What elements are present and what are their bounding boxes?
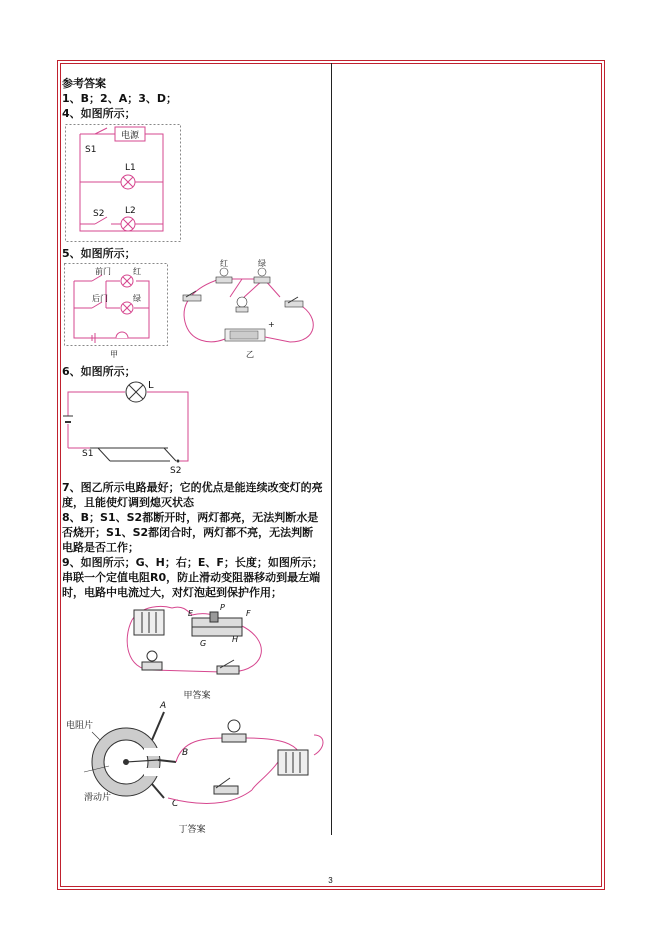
svg-text:L2: L2 bbox=[125, 206, 136, 216]
q4-circuit-diagram bbox=[65, 124, 181, 242]
lamp-icon bbox=[222, 720, 246, 742]
q5-circuit-yi bbox=[180, 257, 320, 361]
power-label: 电源 bbox=[120, 131, 140, 141]
column-divider bbox=[331, 63, 332, 835]
lamp-l-icon bbox=[126, 382, 146, 402]
lamp-l1-icon bbox=[121, 175, 135, 189]
svg-text:H: H bbox=[232, 635, 239, 644]
q5-circuit-jia bbox=[64, 263, 170, 359]
answer-5-text: 5、如图所示； bbox=[62, 247, 136, 260]
answer-9-text: 9、如图所示；G、H；右；E、F；长度；如图所示；串联一个定值电阻R0，防止滑动变阻器移动到最左端时，电路中电流过大，对灯泡起到保护作用； bbox=[62, 556, 323, 599]
lamp-red-icon bbox=[216, 268, 232, 283]
svg-text:绿: 绿 bbox=[258, 259, 266, 268]
bell-icon bbox=[236, 297, 248, 312]
svg-text:G: G bbox=[200, 639, 207, 648]
switch-icon bbox=[214, 778, 238, 794]
svg-text:绿: 绿 bbox=[133, 294, 141, 303]
q6-circuit-diagram bbox=[60, 376, 194, 476]
svg-text:前门: 前门 bbox=[95, 267, 111, 276]
svg-text:L: L bbox=[148, 380, 154, 391]
svg-text:S2: S2 bbox=[93, 209, 105, 219]
battery-pack-icon bbox=[134, 610, 164, 635]
rheostat-icon bbox=[192, 612, 242, 636]
switch-right-icon bbox=[285, 297, 303, 307]
answers-1-3: 1、B；2、A；3、D； bbox=[62, 92, 177, 105]
switch-icon bbox=[217, 660, 239, 674]
svg-text:红: 红 bbox=[133, 267, 141, 276]
svg-text:+: + bbox=[268, 320, 275, 329]
svg-text:F: F bbox=[246, 609, 251, 618]
page-number: 3 bbox=[328, 876, 333, 885]
svg-text:甲答案: 甲答案 bbox=[183, 691, 211, 701]
svg-text:S1: S1 bbox=[82, 449, 94, 459]
q9-circuit-jia bbox=[122, 600, 272, 706]
svg-text:电阻片: 电阻片 bbox=[66, 721, 94, 731]
q9-circuit-ding bbox=[64, 700, 328, 836]
svg-text:红: 红 bbox=[220, 259, 228, 268]
svg-text:S1: S1 bbox=[85, 145, 97, 155]
answer-8-text: 8、B；S1、S2都断开时，两灯都亮，无法判断水是否烧开；S1、S2都闭合时，两灯都不亮，无法判断电路是否工作； bbox=[62, 511, 319, 554]
svg-text:S2: S2 bbox=[170, 466, 182, 476]
answer-heading: 参考答案 bbox=[62, 77, 106, 90]
lamp-icon bbox=[142, 651, 162, 670]
answer-7-text: 7、图乙所示电路最好；它的优点是能连续改变灯的亮度，且能使灯调到熄灭状态 bbox=[62, 481, 323, 509]
svg-text:甲: 甲 bbox=[110, 350, 118, 359]
svg-text:A: A bbox=[160, 701, 167, 711]
svg-text:C: C bbox=[172, 799, 179, 809]
answer-column bbox=[62, 76, 328, 121]
svg-text:后门: 后门 bbox=[92, 294, 108, 303]
svg-text:P: P bbox=[220, 603, 225, 612]
switch-left-icon bbox=[183, 291, 201, 301]
svg-text:滑动片: 滑动片 bbox=[84, 793, 112, 803]
svg-text:E: E bbox=[188, 609, 194, 618]
svg-text:乙: 乙 bbox=[246, 350, 254, 359]
svg-text:B: B bbox=[182, 748, 189, 758]
answer-6-text: 6、如图所示； bbox=[62, 365, 136, 378]
battery-pack-icon bbox=[278, 750, 308, 775]
lamp-l2-icon bbox=[121, 217, 135, 231]
lamp-green-icon bbox=[254, 268, 270, 283]
answer-4-text: 4、如图所示； bbox=[62, 107, 136, 120]
svg-text:丁答案: 丁答案 bbox=[178, 825, 206, 835]
battery-icon bbox=[225, 329, 265, 341]
svg-text:L1: L1 bbox=[125, 163, 136, 173]
